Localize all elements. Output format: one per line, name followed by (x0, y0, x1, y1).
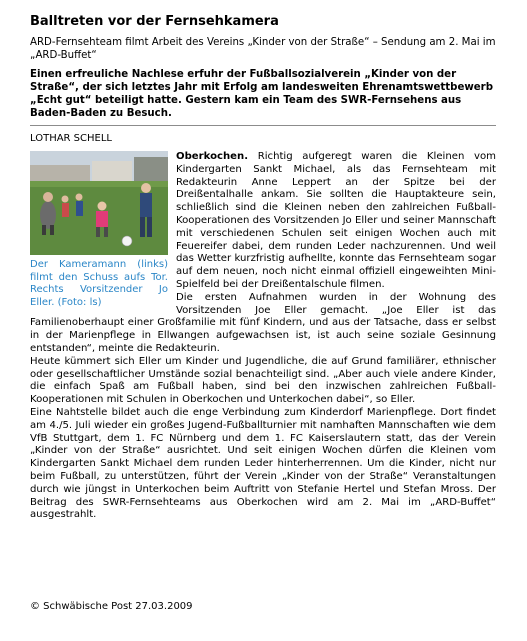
paragraph-1-text: Richtig aufgeregt waren die Kleinen vom Kindergarten Sankt Michael, als das Fernsehteam mit Redakteurin Anne Leppert an der Spitze bei der Dreißentalhalle ankam. Sie sollten die Hauptakteure sein, schließlich sind die Kleinen neben den zahlreichen Fußball-Kooperationen des Vorsitzenden Jo Eller und seiner Mannschaft mit verschiedenen Schulen seit einigen Wochen auch mit Feuereifer dabei, dem runden Leder nachzurennen. Und weil das Wetter kurzfristig aufhellte, konnte das Fernsehteam sogar auf dem neuen, noch nicht einmal offiziell eingeweihten Mini-Spielfeld bei der Dreißentalschule filmen. (176, 151, 496, 290)
author-byline: LOTHAR SCHELL (30, 133, 112, 144)
headline: Balltreten vor der Fernsehkamera (30, 14, 279, 29)
paragraph-2: Die ersten Aufnahmen wurden in der Wohnung des Vorsitzenden Joe Eller gemacht. „Joe Eller ist das Familienoberhaupt einer Großfamilie mit fünf Kindern, und aus der Tatsache, dass er selbst in der Marienpflege in Ellwangen aufgewachsen ist, ist auch seine soziale Gesinnung entstanden“, meinte die Redakteurin. (30, 291, 496, 354)
article-photo (30, 151, 168, 255)
photo-caption: Der Kameramann (links) filmt den Schuss aufs Tor. Rechts Vorsitzender Jo Eller. (Foto: ls) (30, 259, 168, 308)
article-page (30, 14, 496, 522)
dateline: Oberkochen. (176, 151, 249, 162)
lead-paragraph: Einen erfreuliche Nachlese erfuhr der Fußballsozialverein „Kinder von der Straße“, der sich letztes Jahr mit Erfolg am landesweiten Ehrenamtswettbewerb „Echt gut“ beteiligt hatte. Gestern kam ein Team des SWR-Fernsehens aus Baden-Baden zu Besuch. (30, 69, 494, 119)
copyright-notice: © Schwäbische Post 27.03.2009 (30, 601, 193, 612)
subheadline: ARD-Fernsehteam filmt Arbeit des Vereins „Kinder von der Straße“ – Sendung am 2. Mai im „ARD-Buffet“ (30, 37, 496, 61)
paragraph-3: Heute kümmert sich Eller um Kinder und Jugendliche, die auf Grund familiärer, ethnischer oder gesellschaftlicher Umstände sozial benachteiligt sind. „Aber auch viele andere Kinder, die einfach Spaß am Fußball haben, sind bei den inzwischen zahlreichen Fußball-Kooperationen mit Schulen in Oberkochen und Unterkochen dabei“, so Eller. (30, 355, 496, 406)
photo-figure (30, 151, 168, 309)
divider (30, 125, 496, 126)
paragraph-4: Eine Nahtstelle bildet auch die enge Verbindung zum Kinderdorf Marienpflege. Dort findet am 4./5. Juli wieder ein großes Jugend-Fußballturnier mit namhaften Mannschaften wie dem VfB Stuttgart, dem 1. FC Nürnberg und dem 1. FC Kaiserslautern statt, das der Verein „Kinder von der Straße“ ausrichtet. Und seit einigen Wochen dürfen die Kleinen vom Kindergarten Sankt Michael dem runden Leder hinterherrennen. Um die Kinder, nicht nur beim Fußball, zu unterstützen, führt der Verein „Kinder von der Straße“ Veranstaltungen durch wie jüngst in Unterkochen beim Auftritt von Stefanie Hertel und Stefan Mross. Der Beitrag des SWR-Fernsehteams aus Oberkochen wird am 2. Mai im „ARD-Buffet“ ausgestrahlt. (30, 406, 496, 521)
article-body (30, 151, 496, 522)
